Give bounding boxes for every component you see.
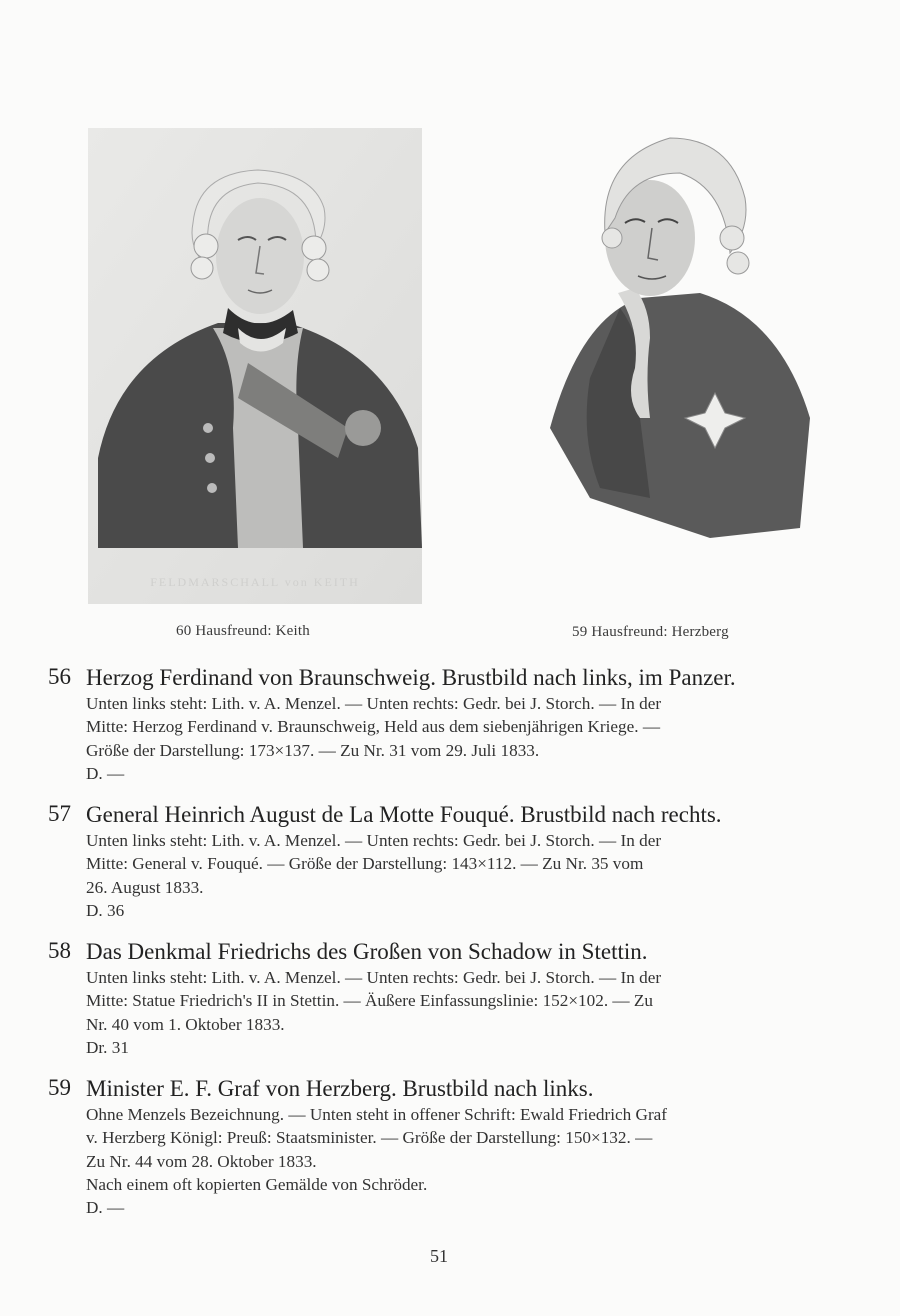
catalog-entry — [48, 801, 848, 922]
entry-line: Mitte: Herzog Ferdinand v. Braunschweig, Held aus dem siebenjährigen Kriege. — — [86, 717, 661, 737]
page-number: 51 — [430, 1246, 448, 1266]
entry-line: Nr. 40 vom 1. Oktober 1833. — [86, 1014, 285, 1034]
entry-line: Zu Nr. 44 vom 28. Oktober 1833. — [86, 1151, 317, 1171]
entry-reference: Dr. 31 — [86, 1037, 129, 1057]
entry-description — [86, 966, 836, 1059]
catalog-entry — [48, 1075, 848, 1219]
entry-number: 56 — [48, 664, 71, 689]
entry-line: Unten links steht: Lith. v. A. Menzel. — Unten rechts: Gedr. bei J. Storch. — In der — [86, 968, 662, 987]
figure-caption-herzberg: 59 Hausfreund: Herzberg — [572, 624, 729, 640]
portrait-keith-image — [88, 128, 422, 604]
entry-reference: D. — — [86, 1198, 125, 1218]
entry-line: 26. August 1833. — [86, 877, 204, 897]
entry-line: Größe der Darstellung: 173×137. — Zu Nr. 31 vom 29. Juli 1833. — [86, 740, 540, 760]
portrait-herzberg-image — [500, 118, 840, 598]
entry-reference: D. 36 — [86, 900, 125, 920]
entry-title: Herzog Ferdinand von Braunschweig. Brustbild nach links, im Panzer. — [86, 665, 736, 690]
figure-caption-keith: 60 Hausfreund: Keith — [176, 623, 310, 639]
catalog-entry — [48, 664, 848, 785]
entry-number: 59 — [48, 1075, 71, 1100]
entry-description — [86, 692, 836, 785]
entry-line: Unten links steht: Lith. v. A. Menzel. — Unten rechts: Gedr. bei J. Storch. — In der — [86, 694, 662, 713]
entry-line: Nach einem oft kopierten Gemälde von Schröder. — [86, 1174, 428, 1194]
entry-title: General Heinrich August de La Motte Fouqué. Brustbild nach rechts. — [86, 802, 722, 827]
entry-description — [86, 1103, 836, 1219]
entry-line: Unten links steht: Lith. v. A. Menzel. — Unten rechts: Gedr. bei J. Storch. — In der — [86, 831, 662, 850]
entry-line: Mitte: General v. Fouqué. — Größe der Darstellung: 143×112. — Zu Nr. 35 vom — [86, 854, 644, 874]
entry-reference: D. — — [86, 763, 125, 783]
entry-number: 57 — [48, 801, 71, 826]
entry-title: Minister E. F. Graf von Herzberg. Brustbild nach links. — [86, 1076, 594, 1101]
entry-line: v. Herzberg Königl: Preuß: Staatsminister. — Größe der Darstellung: 150×132. — — [86, 1128, 653, 1148]
entry-line: Ohne Menzels Bezeichnung. — Unten steht in offener Schrift: Ewald Friedrich Graf — [86, 1105, 668, 1124]
catalog-entry — [48, 938, 848, 1059]
entry-line: Mitte: Statue Friedrich's II in Stettin. — Äußere Einfassungslinie: 152×102. — Zu — [86, 991, 654, 1011]
entry-number: 58 — [48, 938, 71, 963]
entry-title: Das Denkmal Friedrichs des Großen von Schadow in Stettin. — [86, 939, 648, 964]
portrait-inscription: FELDMARSCHALL von KEITH — [150, 575, 360, 589]
entry-description — [86, 829, 836, 922]
